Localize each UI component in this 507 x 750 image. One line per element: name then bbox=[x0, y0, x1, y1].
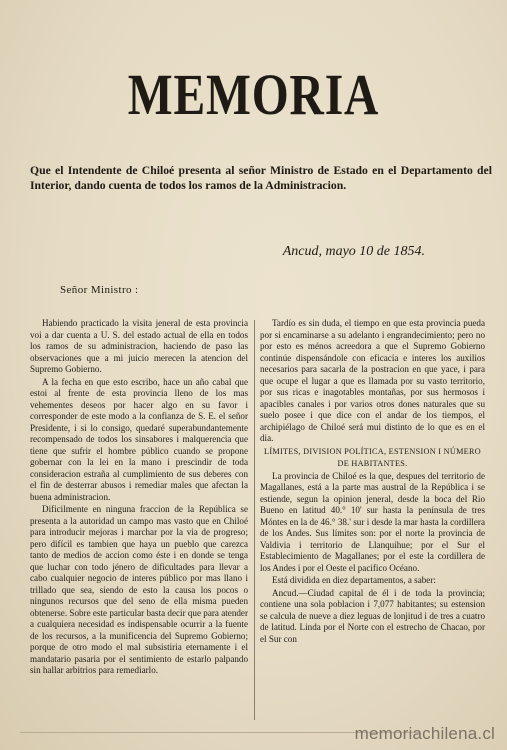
dateline: Ancud, mayo 10 de 1854. bbox=[282, 244, 425, 259]
paragraph: Habiendo practicado la visita jeneral de esta provincia voi a dar cuenta a U. S. del estado actual de ella en todos los ramos de su administracion, haciendo de paso las observaciones que a mi juicio merecen la atencion del Supremo Gobierno. bbox=[30, 318, 248, 374]
paragraph: Está dividida en diez departamentos, a saber: bbox=[272, 575, 436, 585]
section-heading: LÍMITES, DIVISION POLÍTICA, ESTENSION I NÚMERO DE HABITANTES. bbox=[264, 446, 481, 468]
paragraph: Tardío es sin duda, el tiempo en que esta provincia pueda por si encaminarse a su adelanto i engrandecimiento; pero no por esto es ménos acreedora a que el Supremo Gobierno continúe dispensándole con eficacia e interes los auxilios necesarios para sacarla de la postracion en que yace, i para que ocupe el lugar a que es llamada por su vasto territorio, por sus ricas e inagotables montañas, por sus hermosos i apacibles canales i por varios otros dones naturales que su suelo posee i que dice con el andar de los tiempos, el archipiélago de Chiloé será mui distinto de lo que es en el dia. bbox=[260, 318, 485, 443]
paragraph: A la fecha en que esto escribo, hace un año cabal que estoi al frente de esta provincia lleno de los mas vehementes deseos por hacer algo en su favor i corresponder de este modo a la confianza de S. E. el señor Presidente, i si lo consigo, quedaré superabundantemente recompensado de todos los sinsabores i malquerencia que tiene que sufrir el hombre público cuando se propone gobernar con la lei en la mano i prescindir de toda consideracion estraña al cumplimiento de sus deberes con el fin de desterrar abusos i remediar males que afectan la buena administracion. bbox=[30, 376, 248, 502]
greeting: Señor Ministro : bbox=[60, 284, 139, 296]
column-divider bbox=[254, 320, 255, 720]
left-column bbox=[30, 318, 248, 677]
document-title: MEMORIA bbox=[127, 62, 380, 127]
watermark: memoriachilena.cl bbox=[354, 724, 495, 743]
document-subtitle: Que el Intendente de Chiloé presenta al señor Ministro de Estado en el Departamento del Interior, dando cuenta de todos los ramos de la Administracion. bbox=[30, 164, 492, 192]
paragraph: Dificilmente en ninguna fraccion de la República se presenta a la autoridad un campo mas vasto que en Chiloé para introducir mejoras i marchar por la via de progreso; pero difícil es tambien que haya un pueblo que carezca tanto de medios de accion como éste i en donde se tenga que luchar con todo jénero de dificultades para llevar a cabo cualquier negocio de interes público por mas llano i trillado que sea, siendo de esto la causa los pocos o ningunos recursos que del seno de ella misma pueden obtenerse. Sobre este particular basta decir que para atender a cualquiera necesidad es indispensable ocurrir a la fuente de los recursos, a la munificencia del Supremo Gobierno; porque de otro modo el mal subsistiria eternamente i el mandatario pasaria por el sentimiento de estarlo palpando sin hallar arbitrios para remediarlo. bbox=[30, 504, 248, 675]
right-column bbox=[260, 318, 485, 645]
paragraph: Ancud.—Ciudad capital de él i de toda la provincia; contiene una sola poblacion i 7,077 habitantes; su estension se calcula de nueve a diez leguas de lonjitud i de tres a cuatro de latitud. Linda por el Norte con el estrecho de Chacao, por el Sur con bbox=[260, 587, 485, 644]
paragraph: La provincia de Chiloé es la que, despues del territorio de Magallanes, está a la parte mas austral de la República i se estiende, segun la opinion jeneral, desde la boca del Rio Bueno en latitud 40.° 10' sur hasta la península de tres Móntes en la de 46.° 38.' sur i desde la mar hasta la cordillera de los Andes. Sus límites son: por el norte la provincia de Valdivia i territorio de Llanquihue; por el Sur el Establecimiento de Magallanes; por el este la cordillera de los Andes i por el Oeste el pacifico Océano. bbox=[260, 470, 485, 573]
